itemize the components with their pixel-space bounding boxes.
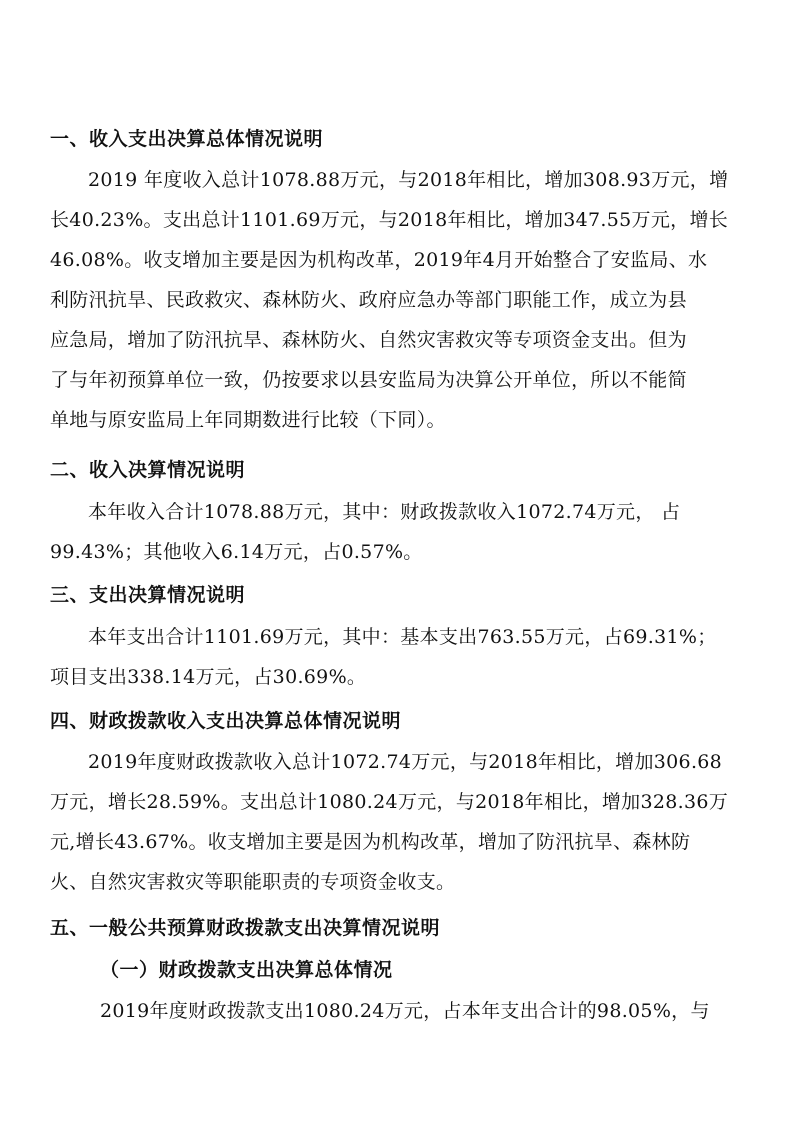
section-2-heading: 二、收入决算情况说明 xyxy=(50,459,246,481)
section-1-line-7: 单地与原安监局上年同期数进行比较（下同）。 xyxy=(50,409,446,431)
section-4-line-3: 元,增长43.67%。收支增加主要是因为机构改革，增加了防汛抗旱、森林防 xyxy=(50,831,691,853)
section-1-line-1: 2019 年度收入总计1078.88万元，与2018年相比，增加308.93万元，增 xyxy=(88,169,729,191)
section-1-line-6: 了与年初预算单位一致，仍按要求以县安监局为决算公开单位，所以不能简 xyxy=(50,369,687,391)
section-4-line-4: 火、自然灾害救灾等职能职责的专项资金收支。 xyxy=(50,871,456,893)
section-3-line-2: 项目支出338.14万元，占30.69%。 xyxy=(50,666,367,688)
section-1-line-2: 长40.23%。支出总计1101.69万元，与2018年相比，增加347.55万元，增长 xyxy=(50,209,729,231)
section-3-line-1: 本年支出合计1101.69万元，其中：基本支出763.55万元，占69.31%； xyxy=(88,626,717,648)
section-5-subheading: （一）财政拨款支出决算总体情况 xyxy=(100,959,393,981)
section-1-heading: 一、收入支出决算总体情况说明 xyxy=(50,128,324,150)
section-5-line-1: 2019年度财政拨款支出1080.24万元，占本年支出合计的98.05%，与 xyxy=(100,1000,710,1022)
section-4-line-1: 2019年度财政拨款收入总计1072.74万元，与2018年相比，增加306.68 xyxy=(88,751,723,773)
section-1-line-4: 利防汛抗旱、民政救灾、森林防火、政府应急办等部门职能工作，成立为县 xyxy=(50,289,687,311)
section-3-heading: 三、支出决算情况说明 xyxy=(50,584,246,606)
section-2-line-1: 本年收入合计1078.88万元，其中：财政拨款收入1072.74万元， 占 xyxy=(88,501,681,523)
section-2-line-2: 99.43%；其他收入6.14万元，占0.57%。 xyxy=(50,541,423,563)
section-1-line-5: 应急局，增加了防汛抗旱、森林防火、自然灾害救灾等专项资金支出。但为 xyxy=(50,329,687,351)
section-4-heading: 四、财政拨款收入支出决算总体情况说明 xyxy=(50,710,402,732)
section-4-line-2: 万元，增长28.59%。支出总计1080.24万元，与2018年相比，增加328.36万 xyxy=(50,791,729,813)
section-5-heading: 五、一般公共预算财政拨款支出决算情况说明 xyxy=(50,917,441,939)
section-1-line-3: 46.08%。收支增加主要是因为机构改革，2019年4月开始整合了安监局、水 xyxy=(50,249,708,271)
